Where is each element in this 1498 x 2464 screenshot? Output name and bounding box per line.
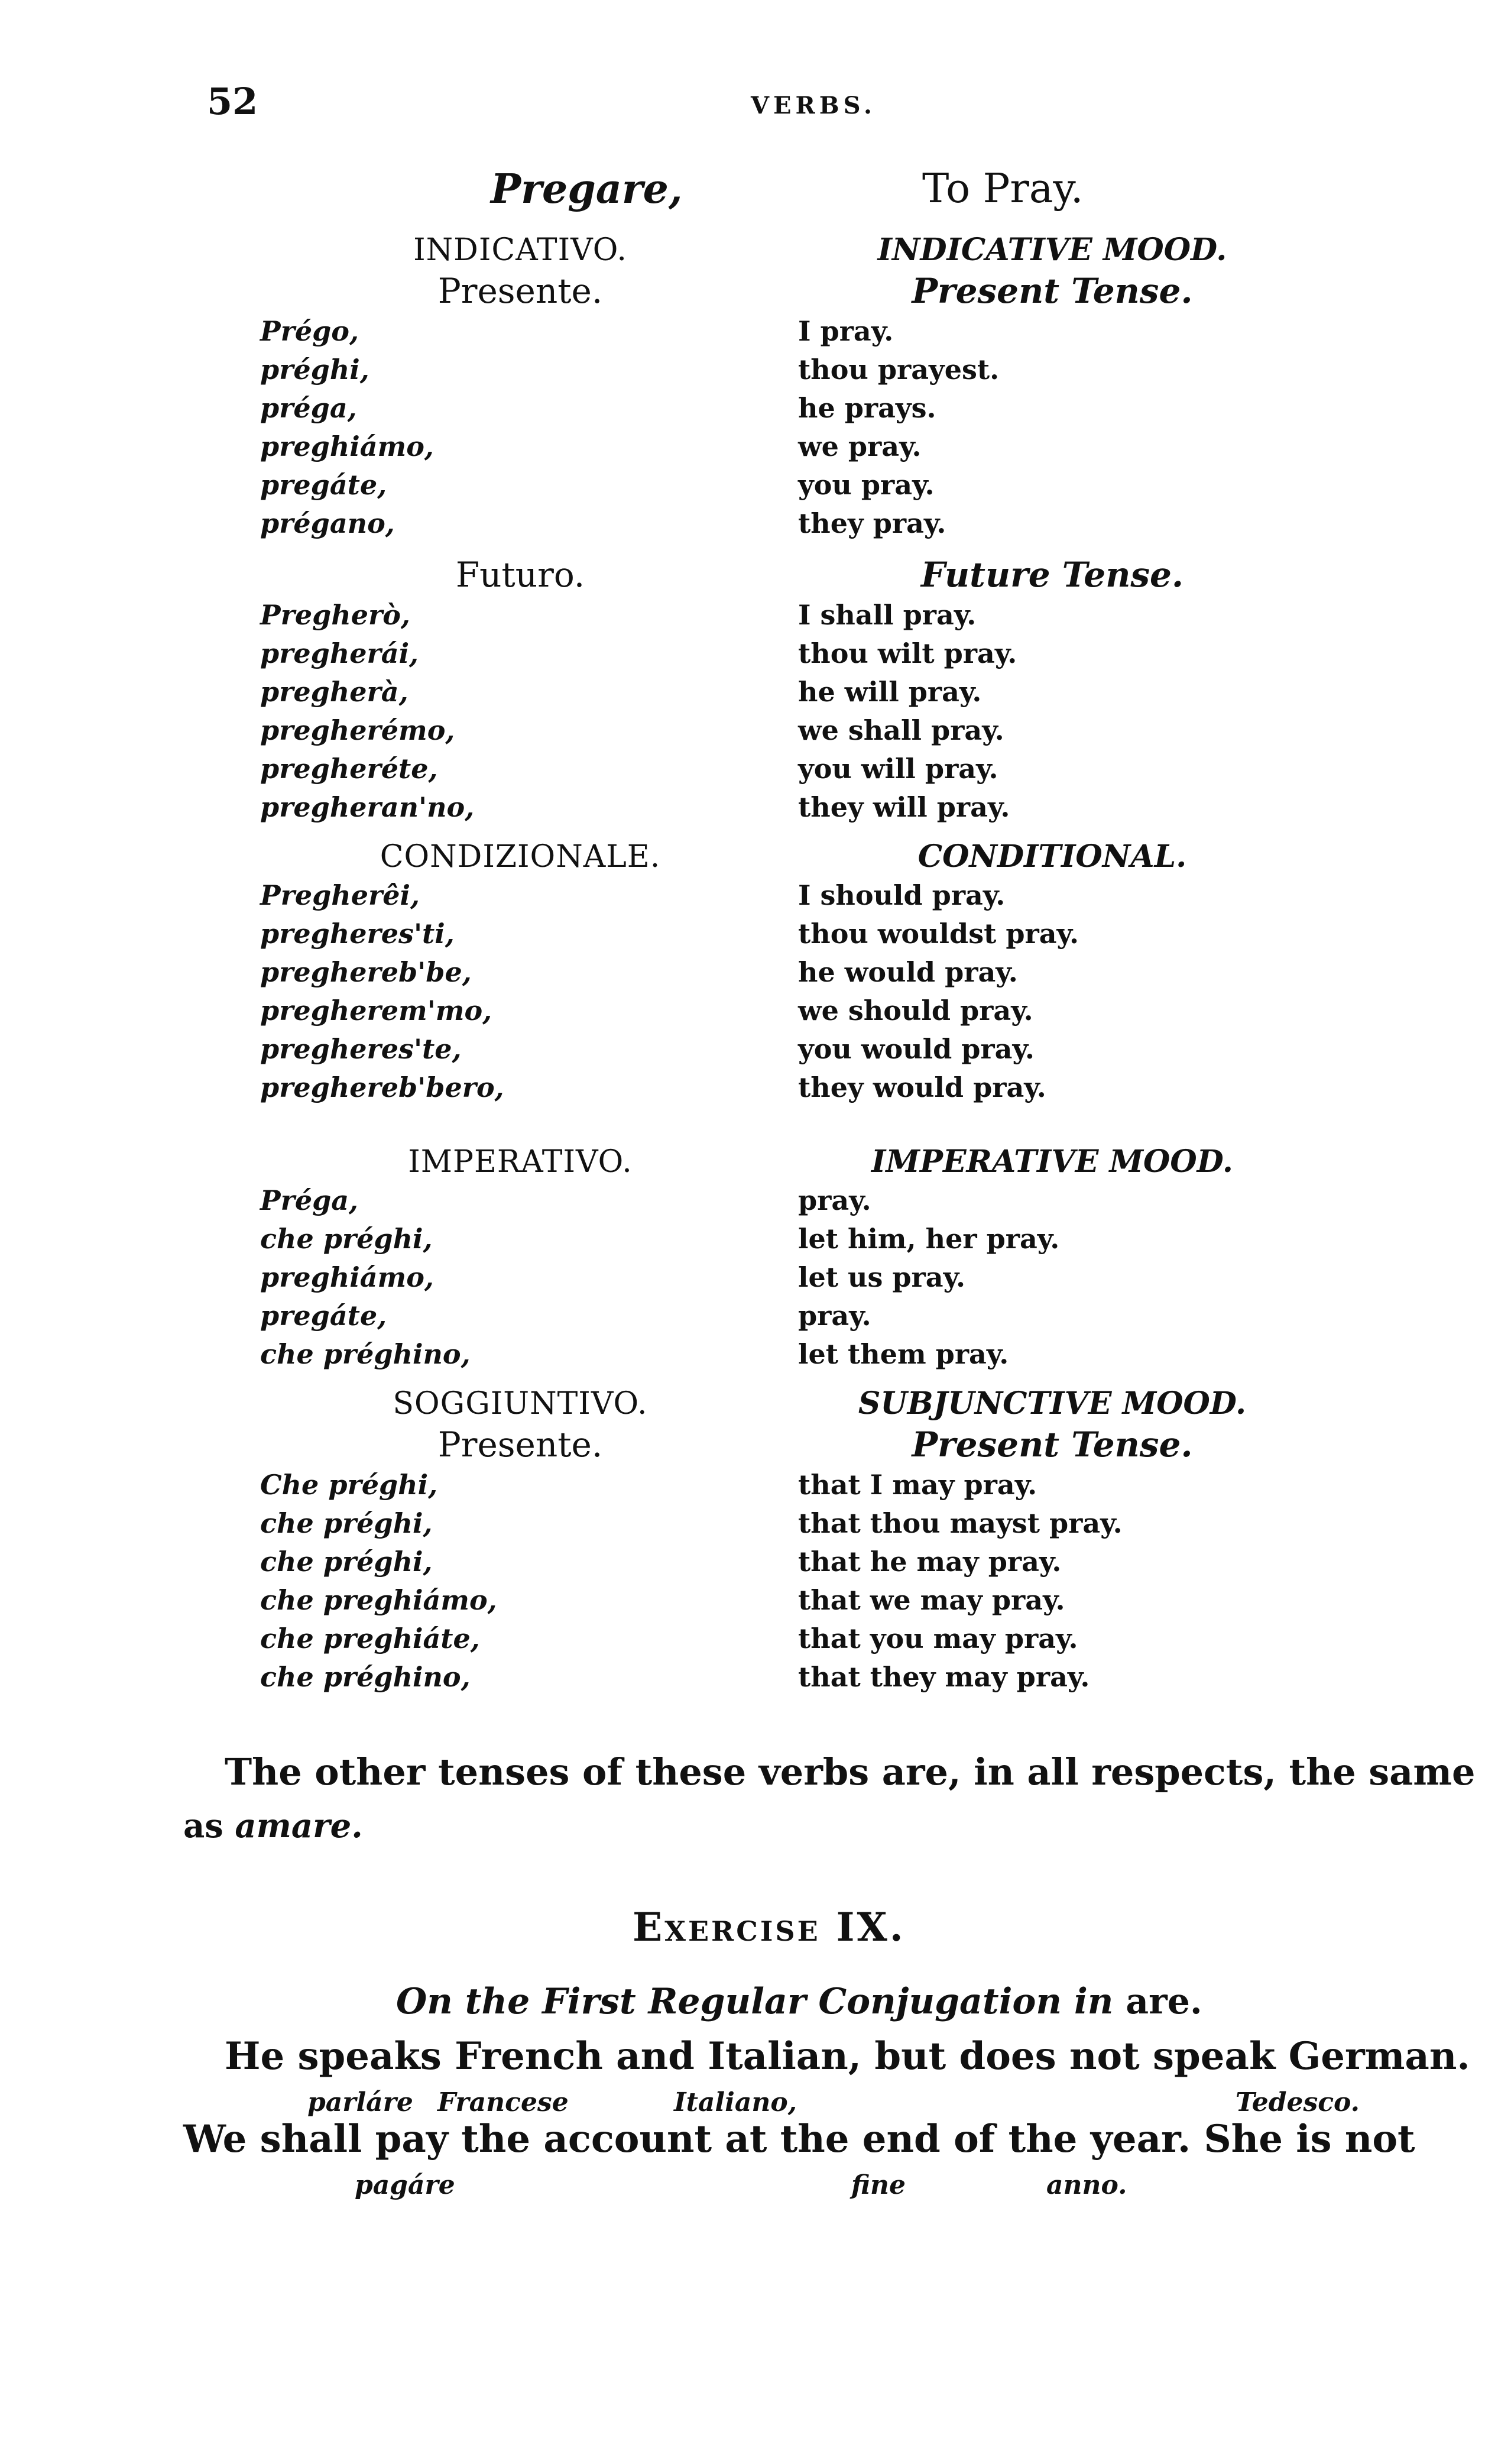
page-number: 52 — [207, 80, 258, 123]
future-list-it — [260, 596, 792, 827]
list-item: che préghino, — [260, 1338, 471, 1370]
english-conjugation-column — [798, 231, 1330, 1696]
list-item: préghi, — [260, 354, 369, 386]
list-item: that they may pray. — [798, 1661, 1090, 1693]
list-item: preghereb'bero, — [260, 1071, 504, 1103]
list-item: preghereb'be, — [260, 956, 472, 988]
list-item: préga, — [260, 392, 357, 424]
list-item: che preghiáte, — [260, 1623, 480, 1654]
verb-title-italian: Pregare, — [491, 166, 683, 213]
list-item: you will pray. — [798, 753, 998, 785]
list-item: we shall pray. — [798, 714, 1004, 746]
list-item: che préghi, — [260, 1546, 433, 1578]
list-item: preghiámo, — [260, 1261, 434, 1293]
gloss-item: Tedesco. — [1236, 2087, 1360, 2117]
exercise-subtitle — [396, 1981, 1202, 2022]
gloss-item: pagáre — [355, 2170, 455, 2200]
list-item: pregáte, — [260, 1300, 387, 1332]
list-item: pray. — [798, 1184, 871, 1216]
present-list-en — [798, 312, 1330, 543]
list-item: pregherái, — [260, 637, 419, 669]
list-item: pregherà, — [260, 676, 408, 708]
list-item: pregheréte, — [260, 753, 438, 785]
list-item: Pregherêi, — [260, 879, 420, 911]
subjunctive-list-it — [260, 1466, 792, 1696]
exercise-sentence-2: We shall pay the account at the end of the year. She is not — [183, 2117, 1415, 2161]
list-item: they would pray. — [798, 1071, 1046, 1103]
list-item: che préghi, — [260, 1223, 433, 1255]
gloss-item: Italiano, — [674, 2087, 797, 2117]
list-item: pregheres'ti, — [260, 918, 455, 950]
future-heading-en: Future Tense. — [920, 555, 1184, 595]
list-item: let us pray. — [798, 1261, 966, 1293]
list-item: we should pray. — [798, 995, 1033, 1027]
subjunctive-heading-it: SOGGIUNTIVO. — [393, 1386, 648, 1422]
list-item: you would pray. — [798, 1033, 1035, 1065]
note-line-2 — [183, 1806, 363, 1845]
gloss-item: fine — [851, 2170, 906, 2200]
verb-title-english: To Pray. — [922, 166, 1084, 212]
present-heading-it: Presente. — [437, 271, 603, 311]
conditional-heading-it: CONDIZIONALE. — [380, 839, 661, 875]
note-emphasis: amare. — [235, 1806, 363, 1845]
list-item: that thou mayst pray. — [798, 1507, 1123, 1539]
list-item: they will pray. — [798, 791, 1010, 823]
list-item: that you may pray. — [798, 1623, 1078, 1654]
list-item: I shall pray. — [798, 599, 977, 631]
present-heading-en: Present Tense. — [912, 271, 1193, 311]
list-item: I pray. — [798, 315, 894, 347]
list-item: that he may pray. — [798, 1546, 1062, 1578]
list-item: he will pray. — [798, 676, 982, 708]
list-item: thou prayest. — [798, 354, 1000, 386]
list-item: Prégo, — [260, 315, 359, 347]
list-item: he prays. — [798, 392, 936, 424]
indicative-heading-it: INDICATIVO. — [413, 232, 627, 268]
list-item: pregherémo, — [260, 714, 455, 746]
list-item: that we may pray. — [798, 1584, 1065, 1616]
list-item: they pray. — [798, 507, 946, 539]
gloss-item: parláre — [307, 2087, 413, 2117]
exercise-subtitle-suffix: are. — [1126, 1981, 1202, 2022]
list-item: we pray. — [798, 430, 922, 462]
exercise-subtitle-text: On the First Regular Conjugation in — [396, 1981, 1114, 2022]
note-prefix: as — [183, 1806, 223, 1845]
list-item: let them pray. — [798, 1338, 1009, 1370]
list-item: pregheran'no, — [260, 791, 475, 823]
exercise-sentence-1: He speaks French and Italian, but does not speak German. — [225, 2034, 1470, 2078]
imperative-heading-en: IMPERATIVE MOOD. — [871, 1144, 1233, 1180]
subj-present-heading-en: Present Tense. — [912, 1424, 1193, 1465]
list-item: thou wouldst pray. — [798, 918, 1079, 950]
subjunctive-heading-en: SUBJUNCTIVE MOOD. — [858, 1385, 1247, 1422]
future-heading-it: Futuro. — [455, 555, 585, 595]
italian-conjugation-column — [260, 231, 792, 1696]
list-item: pregheres'te, — [260, 1033, 462, 1065]
list-item: pregáte, — [260, 469, 387, 501]
running-head: VERBS. — [751, 92, 876, 119]
list-item: you pray. — [798, 469, 935, 501]
list-item: thou wilt pray. — [798, 637, 1017, 669]
list-item: he would pray. — [798, 956, 1018, 988]
list-item: che preghiámo, — [260, 1584, 497, 1616]
list-item: Préga, — [260, 1184, 359, 1216]
list-item: che préghi, — [260, 1507, 433, 1539]
list-item: I should pray. — [798, 879, 1006, 911]
gloss-item: Francese — [437, 2087, 569, 2117]
present-list-it — [260, 312, 792, 543]
imperative-list-en — [798, 1181, 1330, 1374]
list-item: preghiámo, — [260, 430, 434, 462]
list-item: pray. — [798, 1300, 871, 1332]
list-item: Che préghi, — [260, 1469, 438, 1501]
indicative-heading-en: INDICATIVE MOOD. — [877, 232, 1227, 268]
conditional-list-it — [260, 876, 792, 1107]
subj-present-heading-it: Presente. — [437, 1424, 603, 1465]
conditional-heading-en: CONDITIONAL. — [917, 838, 1187, 875]
list-item: Pregherò, — [260, 599, 410, 631]
future-list-en — [798, 596, 1330, 827]
imperative-heading-it: IMPERATIVO. — [408, 1144, 633, 1180]
imperative-list-it — [260, 1181, 792, 1374]
subjunctive-list-en — [798, 1466, 1330, 1696]
list-item: that I may pray. — [798, 1469, 1037, 1501]
list-item: pregherem'mo, — [260, 995, 492, 1027]
note-line-1: The other tenses of these verbs are, in all respects, the same — [225, 1750, 1476, 1793]
list-item: che préghino, — [260, 1661, 471, 1693]
exercise-title: Exercise IX. — [633, 1904, 906, 1950]
list-item: prégano, — [260, 507, 395, 539]
list-item: let him, her pray. — [798, 1223, 1060, 1255]
conditional-list-en — [798, 876, 1330, 1107]
gloss-item: anno. — [1046, 2170, 1127, 2200]
